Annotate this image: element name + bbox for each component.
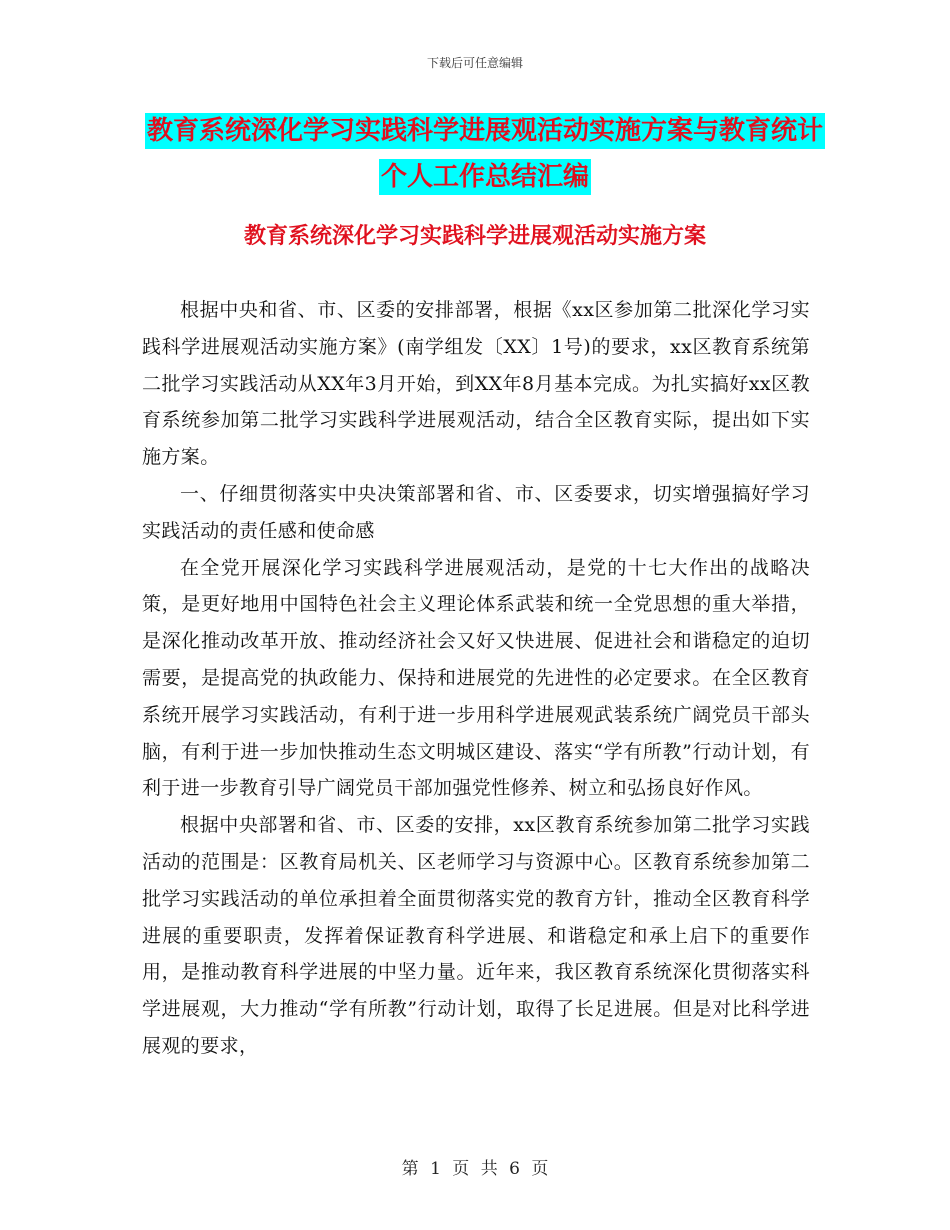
header-note: 下载后可任意编辑 [426,56,523,70]
paragraph-4: 根据中央部署和省、市、区委的安排，xx区教育系统参加第二批学习实践活动的范围是：区教育局机关、区老师学习与资源中心。区教育系统参加第二批学习实践活动的单位承担着全面贯彻落实党的教育方针，推动全区教育科学进展的重要职责，发挥着保证教育科学进展、和谐稳定和承上启下的重要作用，是推动教育科学进展的中坚力量。近年来，我区教育系统深化贯彻落实科学进展观，大力推动“学有所教”行动计划，取得了长足进展。但是对比科学进展观的要求， [142,814,810,1057]
page-number: 第 1 页 共 6 页 [401,1159,549,1179]
paragraph-1: 根据中央和省、市、区委的安排部署，根据《xx区参加第二批深化学习实践科学进展观活动实施方案》(南学组发〔XX〕1号)的要求，xx区教育系统第二批学习实践活动从XX年3月开始，到XX年8月基本完成。为扎实搞好xx区教育系统参加第二批学习实践科学进展观活动，结合全区教育实际，提出如下实施方案。 [142,299,810,469]
paragraph-3: 在全党开展深化学习实践科学进展观活动，是党的十七大作出的战略决策，是更好地用中国特色社会主义理论体系武装和统一全党思想的重大举措，是深化推动改革开放、推动经济社会又好又快进展、促进社会和谐稳定的迫切需要，是提高党的执政能力、保持和进展党的先进性的必定要求。在全区教育系统开展学习实践活动，有利于进一步用科学进展观武装系统广阔党员干部头脑，有利于进一步加快推动生态文明城区建设、落实“学有所教”行动计划，有利于进一步教育引导广阔党员干部加强党性修养、树立和弘扬良好作风。 [142,556,810,800]
document-title [145,108,825,200]
section-title: 教育系统深化学习实践科学进展观活动实施方案 [243,224,706,249]
document-title-text: 教育系统深化学习实践科学进展观活动实施方案与教育统计个人工作总结汇编 [145,113,825,195]
document-body [142,292,810,1065]
paragraph-2: 一、仔细贯彻落实中央决策部署和省、市、区委要求，切实增强搞好学习实践活动的责任感和使命感 [142,482,810,542]
